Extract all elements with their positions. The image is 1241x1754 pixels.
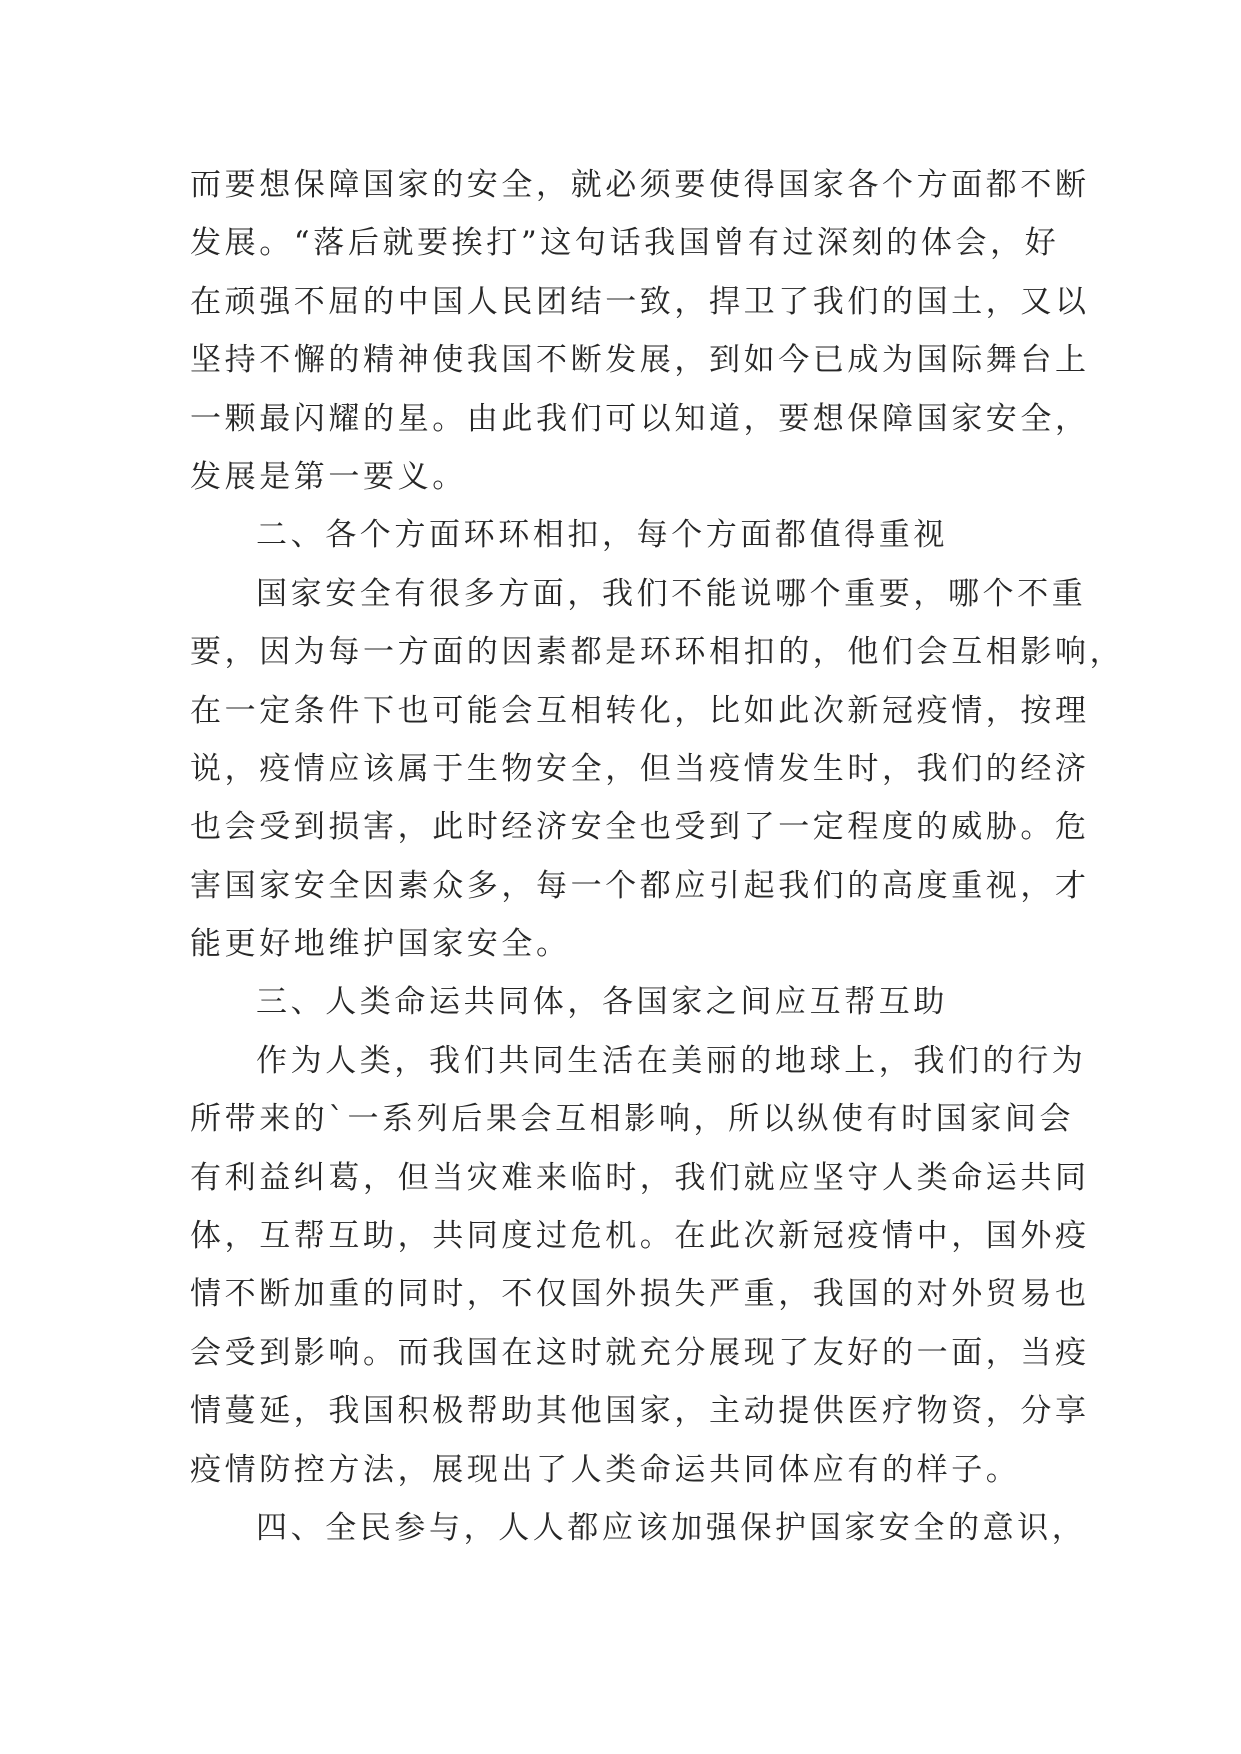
text-line: 害国家安全因素众多，每一个都应引起我们的高度重视，才 [190,867,1090,904]
document-body [190,156,1125,1557]
text-line: 在一定条件下也可能会互相转化，比如此次新冠疫情，按理 [190,692,1090,729]
text-line: 国家安全有很多方面，我们不能说哪个重要，哪个不重 [256,575,1087,612]
text-line: 发展。“落后就要挨打”这句话我国曾有过深刻的体会，好 [190,225,1060,262]
text-line: 在顽强不屈的中国人民团结一致，捍卫了我们的国土，又以 [190,283,1090,320]
text-line: 有利益纠葛，但当灾难来临时，我们就应坚守人类命运共同 [190,1159,1090,1196]
text-line: 一颗最闪耀的星。由此我们可以知道，要想保障国家安全， [190,400,1090,437]
text-line: 会受到影响。而我国在这时就充分展现了友好的一面，当疫 [190,1334,1090,1371]
section-heading: 二、各个方面环环相扣，每个方面都值得重视 [256,517,948,554]
section-heading: 四、全民参与，人人都应该加强保护国家安全的意识， [256,1509,1087,1546]
text-line: 情蔓延，我国积极帮助其他国家，主动提供医疗物资，分享 [190,1393,1090,1430]
section-heading: 三、人类命运共同体，各国家之间应互帮互助 [256,984,948,1021]
text-line: 而要想保障国家的安全，就必须要使得国家各个方面都不断 [190,167,1090,203]
text-line: 发展是第一要义。 [190,458,467,495]
text-line: 要，因为每一方面的因素都是环环相扣的，他们会互相影响， [190,634,1125,671]
text-line: 体，互帮互助，共同度过危机。在此次新冠疫情中，国外疫 [190,1218,1090,1255]
text-line: 坚持不懈的精神使我国不断发展，到如今已成为国际舞台上 [190,342,1090,379]
text-line: 作为人类，我们共同生活在美丽的地球上，我们的行为 [256,1042,1087,1079]
text-line: 疫情防控方法，展现出了人类命运共同体应有的样子。 [190,1451,1021,1488]
text-line: 说，疫情应该属于生物安全，但当疫情发生时，我们的经济 [190,750,1090,787]
text-line: 也会受到损害，此时经济安全也受到了一定程度的威胁。危 [190,809,1090,846]
text-line: 所带来的`一系列后果会互相影响，所以纵使有时国家间会 [190,1101,1075,1138]
text-line: 能更好地维护国家安全。 [190,926,571,963]
text-line: 情不断加重的同时，不仅国外损失严重，我国的对外贸易也 [190,1276,1090,1313]
